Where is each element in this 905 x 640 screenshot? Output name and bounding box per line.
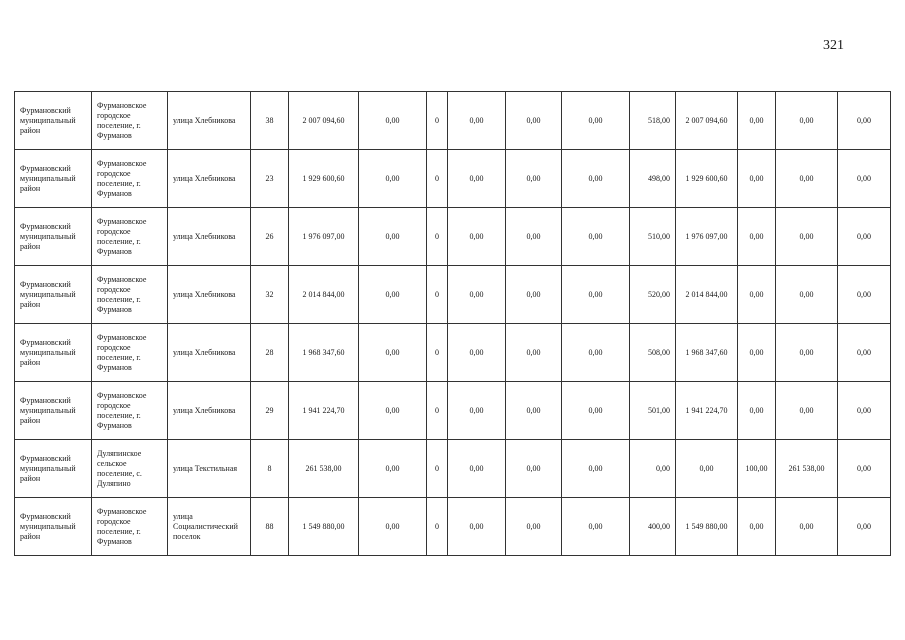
street-cell: улица Хлебникова bbox=[168, 266, 251, 324]
area-cell: 508,00 bbox=[630, 324, 676, 382]
settlement-cell: Фурмановское городское поселение, г. Фурманов bbox=[92, 382, 168, 440]
amount-cell: 0,00 bbox=[776, 266, 838, 324]
street-cell: улица Текстильная bbox=[168, 440, 251, 498]
amount-cell: 0,00 bbox=[562, 92, 630, 150]
house-number-cell: 88 bbox=[251, 498, 289, 556]
amount-cell: 0,00 bbox=[562, 440, 630, 498]
amount-cell: 0,00 bbox=[359, 150, 427, 208]
amount-cell: 0,00 bbox=[448, 382, 506, 440]
municipality-cell: Фурмановский муниципальный район bbox=[15, 440, 92, 498]
area-cell: 400,00 bbox=[630, 498, 676, 556]
amount-cell: 0,00 bbox=[506, 92, 562, 150]
amount-cell: 0,00 bbox=[838, 382, 891, 440]
count-cell: 0 bbox=[427, 440, 448, 498]
municipality-cell: Фурмановский муниципальный район bbox=[15, 324, 92, 382]
area-cell: 518,00 bbox=[630, 92, 676, 150]
amount-cell: 0,00 bbox=[448, 150, 506, 208]
settlement-cell: Фурмановское городское поселение, г. Фурманов bbox=[92, 324, 168, 382]
amount-cell: 0,00 bbox=[359, 208, 427, 266]
settlement-cell: Фурмановское городское поселение, г. Фурманов bbox=[92, 150, 168, 208]
count-cell: 0 bbox=[427, 382, 448, 440]
amount-cell: 0,00 bbox=[776, 498, 838, 556]
street-cell: улица Социалистический поселок bbox=[168, 498, 251, 556]
amount-cell: 0,00 bbox=[738, 382, 776, 440]
amount-cell: 0,00 bbox=[676, 440, 738, 498]
amount-cell: 0,00 bbox=[359, 324, 427, 382]
municipality-cell: Фурмановский муниципальный район bbox=[15, 92, 92, 150]
amount-cell: 0,00 bbox=[448, 498, 506, 556]
amount-cell: 0,00 bbox=[838, 440, 891, 498]
table-row bbox=[15, 440, 891, 498]
amount-cell: 0,00 bbox=[776, 324, 838, 382]
amount-cell: 0,00 bbox=[838, 150, 891, 208]
amount-cell: 0,00 bbox=[506, 208, 562, 266]
count-cell: 0 bbox=[427, 92, 448, 150]
amount-cell: 0,00 bbox=[562, 150, 630, 208]
amount-cell: 0,00 bbox=[838, 324, 891, 382]
table-row bbox=[15, 208, 891, 266]
street-cell: улица Хлебникова bbox=[168, 150, 251, 208]
page-number: 321 bbox=[823, 38, 844, 53]
amount-cell: 1 929 600,60 bbox=[676, 150, 738, 208]
amount-cell: 0,00 bbox=[448, 440, 506, 498]
amount-cell: 0,00 bbox=[359, 382, 427, 440]
amount-cell: 0,00 bbox=[506, 382, 562, 440]
amount-cell: 0,00 bbox=[359, 498, 427, 556]
amount-cell: 0,00 bbox=[776, 382, 838, 440]
table-row bbox=[15, 266, 891, 324]
amount-cell: 2 007 094,60 bbox=[676, 92, 738, 150]
total-cost-cell: 1 976 097,00 bbox=[289, 208, 359, 266]
area-cell: 520,00 bbox=[630, 266, 676, 324]
amount-cell: 1 968 347,60 bbox=[676, 324, 738, 382]
count-cell: 0 bbox=[427, 324, 448, 382]
street-cell: улица Хлебникова bbox=[168, 208, 251, 266]
settlement-cell: Фурмановское городское поселение, г. Фурманов bbox=[92, 266, 168, 324]
municipality-cell: Фурмановский муниципальный район bbox=[15, 382, 92, 440]
amount-cell: 0,00 bbox=[562, 208, 630, 266]
amount-cell: 0,00 bbox=[506, 150, 562, 208]
street-cell: улица Хлебникова bbox=[168, 382, 251, 440]
amount-cell: 261 538,00 bbox=[776, 440, 838, 498]
amount-cell: 0,00 bbox=[838, 498, 891, 556]
count-cell: 0 bbox=[427, 150, 448, 208]
total-cost-cell: 1 929 600,60 bbox=[289, 150, 359, 208]
settlement-cell: Фурмановское городское поселение, г. Фурманов bbox=[92, 208, 168, 266]
amount-cell: 0,00 bbox=[738, 324, 776, 382]
amount-cell: 0,00 bbox=[359, 92, 427, 150]
housing-register-table bbox=[14, 91, 891, 556]
house-number-cell: 26 bbox=[251, 208, 289, 266]
amount-cell: 0,00 bbox=[448, 208, 506, 266]
house-number-cell: 28 bbox=[251, 324, 289, 382]
total-cost-cell: 2 007 094,60 bbox=[289, 92, 359, 150]
amount-cell: 0,00 bbox=[838, 208, 891, 266]
area-cell: 501,00 bbox=[630, 382, 676, 440]
amount-cell: 0,00 bbox=[562, 382, 630, 440]
municipality-cell: Фурмановский муниципальный район bbox=[15, 208, 92, 266]
table-row bbox=[15, 382, 891, 440]
house-number-cell: 29 bbox=[251, 382, 289, 440]
total-cost-cell: 1 549 880,00 bbox=[289, 498, 359, 556]
house-number-cell: 8 bbox=[251, 440, 289, 498]
amount-cell: 0,00 bbox=[359, 266, 427, 324]
amount-cell: 0,00 bbox=[448, 266, 506, 324]
table-row bbox=[15, 150, 891, 208]
table-row bbox=[15, 92, 891, 150]
house-number-cell: 32 bbox=[251, 266, 289, 324]
amount-cell: 0,00 bbox=[506, 324, 562, 382]
amount-cell: 1 941 224,70 bbox=[676, 382, 738, 440]
table-row bbox=[15, 324, 891, 382]
amount-cell: 1 976 097,00 bbox=[676, 208, 738, 266]
amount-cell: 0,00 bbox=[562, 266, 630, 324]
area-cell: 0,00 bbox=[630, 440, 676, 498]
amount-cell: 100,00 bbox=[738, 440, 776, 498]
amount-cell: 0,00 bbox=[448, 92, 506, 150]
amount-cell: 0,00 bbox=[738, 208, 776, 266]
amount-cell: 0,00 bbox=[776, 92, 838, 150]
amount-cell: 0,00 bbox=[448, 324, 506, 382]
amount-cell: 0,00 bbox=[562, 324, 630, 382]
settlement-cell: Фурмановское городское поселение, г. Фурманов bbox=[92, 92, 168, 150]
amount-cell: 0,00 bbox=[359, 440, 427, 498]
amount-cell: 0,00 bbox=[738, 150, 776, 208]
amount-cell: 0,00 bbox=[838, 266, 891, 324]
municipality-cell: Фурмановский муниципальный район bbox=[15, 498, 92, 556]
count-cell: 0 bbox=[427, 266, 448, 324]
total-cost-cell: 1 941 224,70 bbox=[289, 382, 359, 440]
street-cell: улица Хлебникова bbox=[168, 92, 251, 150]
municipality-cell: Фурмановский муниципальный район bbox=[15, 266, 92, 324]
area-cell: 498,00 bbox=[630, 150, 676, 208]
amount-cell: 0,00 bbox=[738, 266, 776, 324]
house-number-cell: 38 bbox=[251, 92, 289, 150]
area-cell: 510,00 bbox=[630, 208, 676, 266]
municipality-cell: Фурмановский муниципальный район bbox=[15, 150, 92, 208]
amount-cell: 1 549 880,00 bbox=[676, 498, 738, 556]
amount-cell: 0,00 bbox=[506, 498, 562, 556]
street-cell: улица Хлебникова bbox=[168, 324, 251, 382]
amount-cell: 2 014 844,00 bbox=[676, 266, 738, 324]
house-number-cell: 23 bbox=[251, 150, 289, 208]
amount-cell: 0,00 bbox=[776, 150, 838, 208]
amount-cell: 0,00 bbox=[506, 266, 562, 324]
amount-cell: 0,00 bbox=[776, 208, 838, 266]
amount-cell: 0,00 bbox=[562, 498, 630, 556]
amount-cell: 0,00 bbox=[838, 92, 891, 150]
table-row bbox=[15, 498, 891, 556]
settlement-cell: Дуляпинское сельское поселение, с. Дуляпино bbox=[92, 440, 168, 498]
amount-cell: 0,00 bbox=[506, 440, 562, 498]
total-cost-cell: 261 538,00 bbox=[289, 440, 359, 498]
settlement-cell: Фурмановское городское поселение, г. Фурманов bbox=[92, 498, 168, 556]
total-cost-cell: 1 968 347,60 bbox=[289, 324, 359, 382]
total-cost-cell: 2 014 844,00 bbox=[289, 266, 359, 324]
count-cell: 0 bbox=[427, 208, 448, 266]
amount-cell: 0,00 bbox=[738, 498, 776, 556]
amount-cell: 0,00 bbox=[738, 92, 776, 150]
count-cell: 0 bbox=[427, 498, 448, 556]
